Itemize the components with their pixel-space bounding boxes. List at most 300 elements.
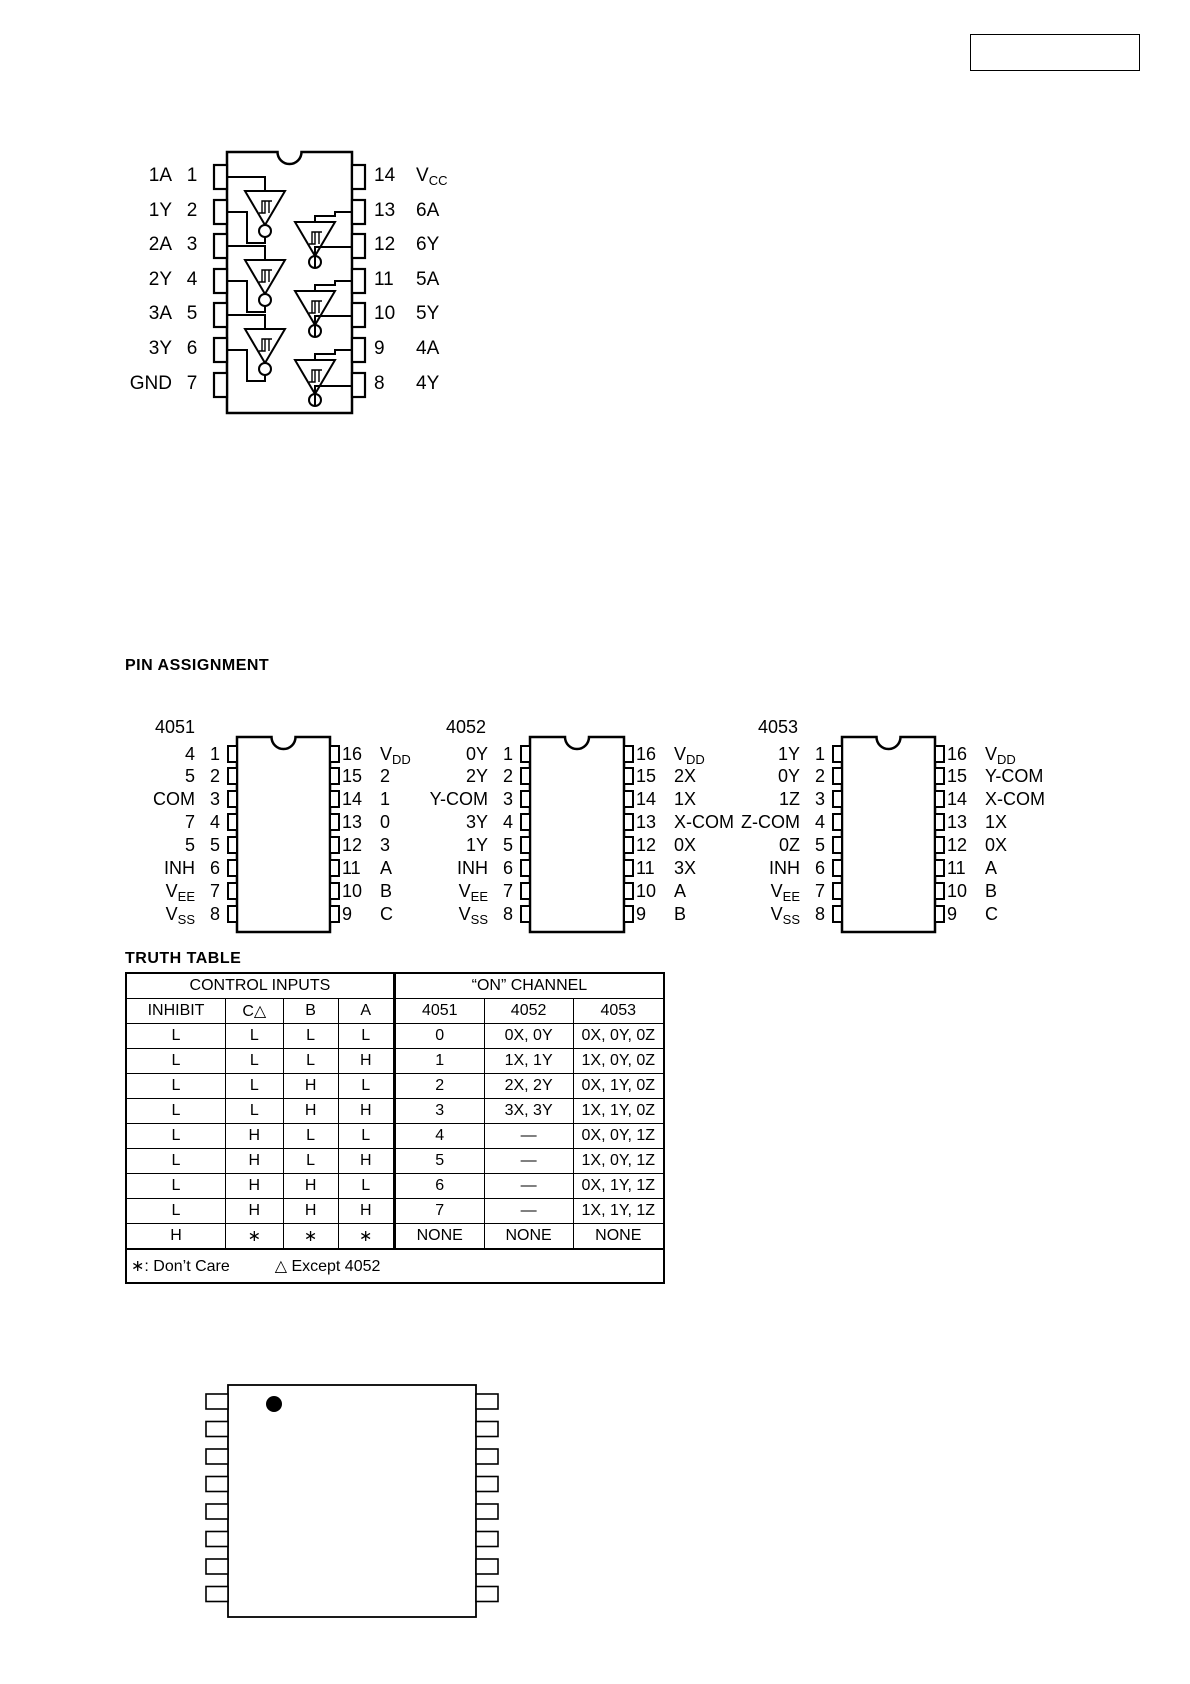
chip-pin-right [330, 746, 339, 762]
column-header: 4052 [484, 999, 573, 1024]
chip-right-pin-number: 9 [342, 904, 353, 924]
chip-left-pin-name: 2Y [465, 766, 488, 786]
chip-pin-right [330, 768, 339, 784]
chip-right-pin-name: A [674, 881, 687, 901]
chip-pin-left [521, 791, 530, 807]
table-cell: L [226, 1024, 284, 1049]
table-cell: 0X, 0Y [484, 1024, 573, 1049]
chip-left-pin-name: $V_{SS}$ [770, 904, 800, 927]
pin-assignment-heading: PIN ASSIGNMENT [125, 657, 270, 674]
sop-pin-left [206, 1532, 228, 1547]
table-cell: 2 [394, 1074, 484, 1099]
ic14-right-pin-number: 13 [374, 200, 396, 221]
ic14-gate-right-3-hysteresis-symbol [309, 370, 322, 382]
ic-14pin-diagram [0, 0, 1190, 440]
ic14-pin-right [352, 338, 365, 362]
chip-right-pin-name: 0X [674, 835, 697, 855]
chip-right-pin-name: $V_{DD}$ [380, 744, 411, 767]
table-cell: L [338, 1074, 394, 1099]
ic14-left-pin-name: 3A [148, 303, 172, 324]
ic14-gate-left-2-hysteresis-symbol [259, 270, 272, 282]
chip-left-pin-name: 5 [184, 835, 195, 855]
chip-pin-right [935, 837, 944, 853]
table-cell: H [226, 1149, 284, 1174]
ic14-wire [227, 177, 265, 191]
ic14-right-pin-number: 9 [374, 338, 385, 359]
table-cell: 6 [394, 1174, 484, 1199]
chip-left-pin-name: $V_{SS}$ [165, 904, 195, 927]
chip-right-pin-name: B [380, 881, 393, 901]
chip-pin-right [330, 791, 339, 807]
ic14-left-pin-number: 3 [186, 234, 198, 255]
chip-right-pin-name: A [985, 858, 998, 878]
table-cell: L [226, 1074, 284, 1099]
chip-pin-left [833, 906, 842, 922]
sop-package-diagram [200, 1375, 520, 1625]
table-cell: H [338, 1049, 394, 1074]
table-cell: H [126, 1224, 226, 1250]
chip-right-pin-number: 13 [947, 812, 968, 832]
ic14-gate-left-1-hysteresis-symbol [259, 201, 272, 213]
chip-pin-left [833, 860, 842, 876]
chip-right-pin-number: 13 [342, 812, 363, 832]
sop-pin-right [476, 1532, 498, 1547]
column-header: B [283, 999, 338, 1024]
ic14-left-pin-number: 5 [186, 303, 198, 324]
chip-left-pin-number: 2 [502, 766, 513, 786]
chip-right-pin-number: 12 [342, 835, 363, 855]
ic14-right-pin-name: 6A [416, 200, 440, 221]
chip-pin-left [521, 906, 530, 922]
table-cell: H [226, 1124, 284, 1149]
truth-table-heading: TRUTH TABLE [125, 950, 242, 967]
ic14-right-pin-name: 5Y [416, 303, 440, 324]
chip-left-pin-number: 4 [814, 812, 825, 832]
ic14-pin-left [214, 234, 227, 258]
chip-left-pin-number: 6 [502, 858, 513, 878]
table-cell: 1X, 0Y, 1Z [573, 1149, 664, 1174]
chip-pin-left [228, 791, 237, 807]
table-row [126, 1149, 664, 1174]
chip-left-pin-number: 3 [209, 789, 220, 809]
ic14-right-pin-number: 11 [374, 269, 394, 290]
ic14-right-pin-name: 4Y [416, 373, 440, 394]
chip-pin-left [521, 860, 530, 876]
ic14-right-pin-number: 10 [374, 303, 396, 324]
ic14-left-pin-name: 1A [148, 165, 172, 186]
chip-right-pin-name: X-COM [674, 812, 734, 832]
column-header: 4053 [573, 999, 664, 1024]
chip-right-pin-name: 1X [674, 789, 697, 809]
ic14-pin-left [214, 373, 227, 397]
table-cell: ∗ [226, 1224, 284, 1250]
footnote-except-4052: △ Except 4052 [274, 1258, 381, 1275]
chip-pin-left [228, 837, 237, 853]
chip-right-pin-number: 11 [947, 858, 966, 878]
chip-right-pin-name: 2 [380, 766, 391, 786]
chip-left-pin-number: 2 [814, 766, 825, 786]
chip-left-pin-name: Y-COM [429, 789, 488, 809]
chip-pin-left [228, 814, 237, 830]
table-cell: 0X, 0Y, 1Z [573, 1124, 664, 1149]
sop-pin-right [476, 1449, 498, 1464]
chip-pin-left [833, 883, 842, 899]
ic14-right-pin-number: 14 [374, 165, 396, 186]
ic14-pin-left [214, 303, 227, 327]
table-cell: 1X, 1Y, 0Z [573, 1099, 664, 1124]
chip-right-pin-name: A [380, 858, 393, 878]
ic14-pin-left [214, 200, 227, 224]
chip-left-pin-name: INH [457, 858, 488, 878]
chip-left-pin-name: 1Y [465, 835, 488, 855]
chip-pin-right [624, 837, 633, 853]
table-cell: L [126, 1074, 226, 1099]
table-cell: ∗ [338, 1224, 394, 1250]
ic14-pin-right [352, 165, 365, 189]
ic14-left-pin-name: 3Y [148, 338, 172, 359]
chip-right-pin-number: 11 [342, 858, 361, 878]
chip-left-pin-number: 1 [209, 744, 220, 764]
table-cell: 0X, 0Y, 0Z [573, 1024, 664, 1049]
table-cell: — [484, 1124, 573, 1149]
ic14-wire [315, 281, 352, 291]
chip-right-pin-name: B [985, 881, 998, 901]
chip-left-pin-name: INH [769, 858, 800, 878]
chip-4053-body [842, 737, 935, 932]
chip-pin-right [624, 883, 633, 899]
chip-left-pin-number: 2 [209, 766, 220, 786]
column-header: C△ [226, 999, 284, 1024]
truth-table [125, 972, 665, 1284]
ic14-gate-right-2-hysteresis-symbol [309, 301, 322, 313]
table-cell: H [283, 1199, 338, 1224]
chip-left-pin-name: $V_{EE}$ [165, 881, 195, 904]
chip-right-pin-number: 14 [947, 789, 968, 809]
chip-right-pin-number: 14 [342, 789, 363, 809]
table-cell: L [338, 1024, 394, 1049]
chip-right-pin-name: X-COM [985, 789, 1045, 809]
table-cell: L [283, 1049, 338, 1074]
chip-left-pin-number: 3 [502, 789, 513, 809]
chip-pin-left [521, 768, 530, 784]
chip-left-pin-name: COM [153, 789, 195, 809]
table-cell: L [126, 1174, 226, 1199]
chip-pin-right [330, 906, 339, 922]
ic-14pin-package [214, 152, 365, 413]
chip-pin-right [935, 883, 944, 899]
table-cell: — [484, 1199, 573, 1224]
ic14-left-pin-number: 1 [186, 165, 198, 186]
ic14-pin-left [214, 269, 227, 293]
chip-right-pin-number: 12 [947, 835, 968, 855]
table-row [126, 1074, 664, 1099]
chip-pin-right [935, 906, 944, 922]
chip-left-pin-name: Z-COM [741, 812, 800, 832]
footnote-dont-care: ∗: Don’t Care [131, 1258, 230, 1275]
chip-right-pin-name: $V_{DD}$ [674, 744, 705, 767]
table-row [126, 1199, 664, 1224]
chip-right-pin-number: 10 [342, 881, 363, 901]
ic14-left-pin-number: 6 [186, 338, 198, 359]
ic14-gate-right-1-hysteresis-symbol [309, 232, 322, 244]
ic14-pin-right [352, 373, 365, 397]
table-cell: NONE [573, 1224, 664, 1250]
table-cell: 1 [394, 1049, 484, 1074]
sop-pin-right [476, 1394, 498, 1409]
table-cell: 0X, 1Y, 0Z [573, 1074, 664, 1099]
table-cell: L [126, 1149, 226, 1174]
table-cell: H [226, 1199, 284, 1224]
sop-pin-left [206, 1587, 228, 1602]
table-cell: NONE [484, 1224, 573, 1250]
table-cell: 3X, 3Y [484, 1099, 573, 1124]
chip-right-pin-name: Y-COM [985, 766, 1044, 786]
sop-pin-left [206, 1477, 228, 1492]
table-cell: L [126, 1099, 226, 1124]
chip-left-pin-number: 4 [502, 812, 513, 832]
chip-pin-left [521, 814, 530, 830]
chip-right-pin-number: 15 [947, 766, 968, 786]
chip-pin-right [624, 768, 633, 784]
chip-left-pin-name: INH [164, 858, 195, 878]
chip-pin-left [833, 746, 842, 762]
table-row [126, 1049, 664, 1074]
chip-4051-body [237, 737, 330, 932]
column-header: A [338, 999, 394, 1024]
ic14-pin-right [352, 234, 365, 258]
chip-pin-right [624, 814, 633, 830]
chip-right-pin-name: B [674, 904, 687, 924]
chip-left-pin-number: 8 [502, 904, 513, 924]
chip-pin-right [624, 791, 633, 807]
chip-right-pin-number: 12 [636, 835, 657, 855]
chip-right-pin-name: C [985, 904, 998, 924]
ic14-wire [315, 350, 352, 360]
chip-left-pin-name: 0Y [465, 744, 488, 764]
table-cell: 5 [394, 1149, 484, 1174]
chip-pin-right [935, 746, 944, 762]
table-cell: L [283, 1149, 338, 1174]
chip-pin-left [228, 768, 237, 784]
table-cell: 1X, 0Y, 0Z [573, 1049, 664, 1074]
table-cell: 0X, 1Y, 1Z [573, 1174, 664, 1199]
sop-pin-right [476, 1504, 498, 1519]
ic14-wire [227, 315, 265, 329]
chip-right-pin-name: 3X [674, 858, 697, 878]
chip-right-pin-number: 16 [947, 744, 968, 764]
chip-right-pin-number: 10 [947, 881, 968, 901]
table-cell: H [283, 1174, 338, 1199]
table-cell: 3 [394, 1099, 484, 1124]
table-cell: L [126, 1124, 226, 1149]
ic14-left-pin-name: 2Y [148, 269, 172, 290]
chip-pin-left [833, 837, 842, 853]
column-header-row [126, 999, 664, 1024]
table-cell: H [283, 1099, 338, 1124]
chip-left-pin-name: 3Y [465, 812, 488, 832]
chip-left-pin-number: 6 [814, 858, 825, 878]
table-cell: 2X, 2Y [484, 1074, 573, 1099]
chip-right-pin-name: 1 [380, 789, 391, 809]
table-cell: ∗ [283, 1224, 338, 1250]
ic14-right-pin-name: 4A [416, 338, 440, 359]
chip-pin-right [935, 768, 944, 784]
table-row [126, 1174, 664, 1199]
chip-right-pin-number: 16 [636, 744, 657, 764]
chip-right-pin-number: 9 [636, 904, 647, 924]
ic14-pin-right [352, 200, 365, 224]
group-header-control-inputs: CONTROL INPUTS [126, 973, 394, 999]
chip-right-pin-name: 0X [985, 835, 1008, 855]
table-cell: L [226, 1049, 284, 1074]
table-cell: L [338, 1124, 394, 1149]
chips-16pin [228, 737, 944, 932]
table-cell: L [226, 1099, 284, 1124]
ic14-right-pin-name: $V_{CC}$ [416, 165, 448, 188]
ic14-pin-left [214, 338, 227, 362]
chip-right-pin-number: 9 [947, 904, 958, 924]
ic14-left-pin-name: 1Y [148, 200, 172, 221]
chip-right-pin-number: 14 [636, 789, 657, 809]
table-cell: L [283, 1024, 338, 1049]
sop-pin-left [206, 1422, 228, 1437]
chip-pin-right [330, 883, 339, 899]
chip-right-pin-number: 16 [342, 744, 363, 764]
table-cell: 1X, 1Y [484, 1049, 573, 1074]
chip-pin-right [330, 837, 339, 853]
chip-left-pin-name: 7 [184, 812, 195, 832]
ic14-wire [315, 212, 352, 222]
ic14-right-pin-name: 6Y [416, 234, 440, 255]
table-row [126, 1024, 664, 1049]
table-cell: L [126, 1049, 226, 1074]
chip-right-pin-number: 10 [636, 881, 657, 901]
sop-pin-right [476, 1422, 498, 1437]
chip-pin-left [228, 746, 237, 762]
table-cell: 4 [394, 1124, 484, 1149]
chip-pin-right [935, 860, 944, 876]
chip-pin-left [521, 837, 530, 853]
chip-left-pin-number: 7 [502, 881, 513, 901]
chip-pin-left [833, 768, 842, 784]
ic14-left-pin-number: 4 [186, 269, 198, 290]
chip-left-pin-number: 4 [209, 812, 220, 832]
table-cell: — [484, 1174, 573, 1199]
sop-pin-left [206, 1449, 228, 1464]
chip-left-pin-name: 5 [184, 766, 195, 786]
table-row [126, 1124, 664, 1149]
chip-4052-body [530, 737, 624, 932]
chip-left-pin-number: 7 [209, 881, 220, 901]
chip-right-pin-name: 0 [380, 812, 391, 832]
chip-pin-left [833, 814, 842, 830]
chip-left-pin-name: 0Z [778, 835, 800, 855]
sop-pin-left [206, 1504, 228, 1519]
ic14-right-pin-number: 12 [374, 234, 396, 255]
table-cell: H [338, 1199, 394, 1224]
chip-pin-right [624, 906, 633, 922]
table-cell: — [484, 1149, 573, 1174]
table-row [126, 1224, 664, 1250]
table-cell: L [126, 1024, 226, 1049]
ic14-left-pin-number: 7 [186, 373, 198, 394]
chip-title: 4051 [155, 717, 196, 737]
chip-pin-left [228, 883, 237, 899]
chip-pin-left [521, 746, 530, 762]
chip-right-pin-name: $V_{DD}$ [985, 744, 1016, 767]
sop-body [228, 1385, 476, 1617]
chip-left-pin-name: $V_{EE}$ [770, 881, 800, 904]
chip-left-pin-name: 4 [184, 744, 195, 764]
chip-pin-right [624, 746, 633, 762]
table-cell: H [226, 1174, 284, 1199]
sop-pin-left [206, 1394, 228, 1409]
truth-table-body [126, 1024, 664, 1250]
ic14-left-pin-name: GND [129, 373, 172, 394]
sop-pin-right [476, 1587, 498, 1602]
chip-pin-left [228, 860, 237, 876]
chip-left-pin-number: 6 [209, 858, 220, 878]
table-cell: 7 [394, 1199, 484, 1224]
ic14-wire [227, 246, 265, 260]
pin1-marker-dot [266, 1396, 282, 1412]
group-header-on-channel: “ON” CHANNEL [394, 973, 664, 999]
ic14-left-pin-name: 2A [148, 234, 172, 255]
sop-pin-left [206, 1559, 228, 1574]
chip-pin-left [228, 906, 237, 922]
table-row [126, 1099, 664, 1124]
ic14-gate-left-3-bubble [259, 363, 271, 375]
table-cell: NONE [394, 1224, 484, 1250]
chip-left-pin-number: 1 [502, 744, 513, 764]
sop-package [206, 1385, 498, 1617]
chip-left-pin-name: 1Z [778, 789, 800, 809]
chip-left-pin-number: 7 [814, 881, 825, 901]
chip-left-pin-number: 8 [814, 904, 825, 924]
chip-right-pin-number: 11 [636, 858, 655, 878]
chip-pin-left [833, 791, 842, 807]
chip-left-pin-name: 0Y [777, 766, 800, 786]
ic14-pin-right [352, 269, 365, 293]
ic14-right-pin-name: 5A [416, 269, 440, 290]
table-cell: 0 [394, 1024, 484, 1049]
table-cell: L [338, 1174, 394, 1199]
chip-right-pin-name: C [380, 904, 393, 924]
sop-pin-right [476, 1559, 498, 1574]
table-cell: L [283, 1124, 338, 1149]
chip-left-pin-number: 5 [209, 835, 220, 855]
chip-title: 4052 [446, 717, 487, 737]
chip-right-pin-number: 15 [636, 766, 657, 786]
ic14-left-pin-number: 2 [186, 200, 198, 221]
chip-right-pin-name: 1X [985, 812, 1008, 832]
column-header: INHIBIT [126, 999, 226, 1024]
chip-left-pin-name: $V_{EE}$ [458, 881, 488, 904]
chip-title: 4053 [758, 717, 799, 737]
chip-right-pin-name: 3 [380, 835, 391, 855]
table-cell: H [283, 1074, 338, 1099]
chip-pin-left [521, 883, 530, 899]
chip-right-pin-number: 15 [342, 766, 363, 786]
chip-pin-right [624, 860, 633, 876]
chip-left-pin-name: $V_{SS}$ [458, 904, 488, 927]
chip-left-pin-number: 1 [814, 744, 825, 764]
chip-left-pin-number: 8 [209, 904, 220, 924]
table-cell: H [338, 1149, 394, 1174]
truth-table-footnote [126, 1249, 664, 1283]
ic14-gate-left-1-bubble [259, 225, 271, 237]
table-cell: 1X, 1Y, 1Z [573, 1199, 664, 1224]
